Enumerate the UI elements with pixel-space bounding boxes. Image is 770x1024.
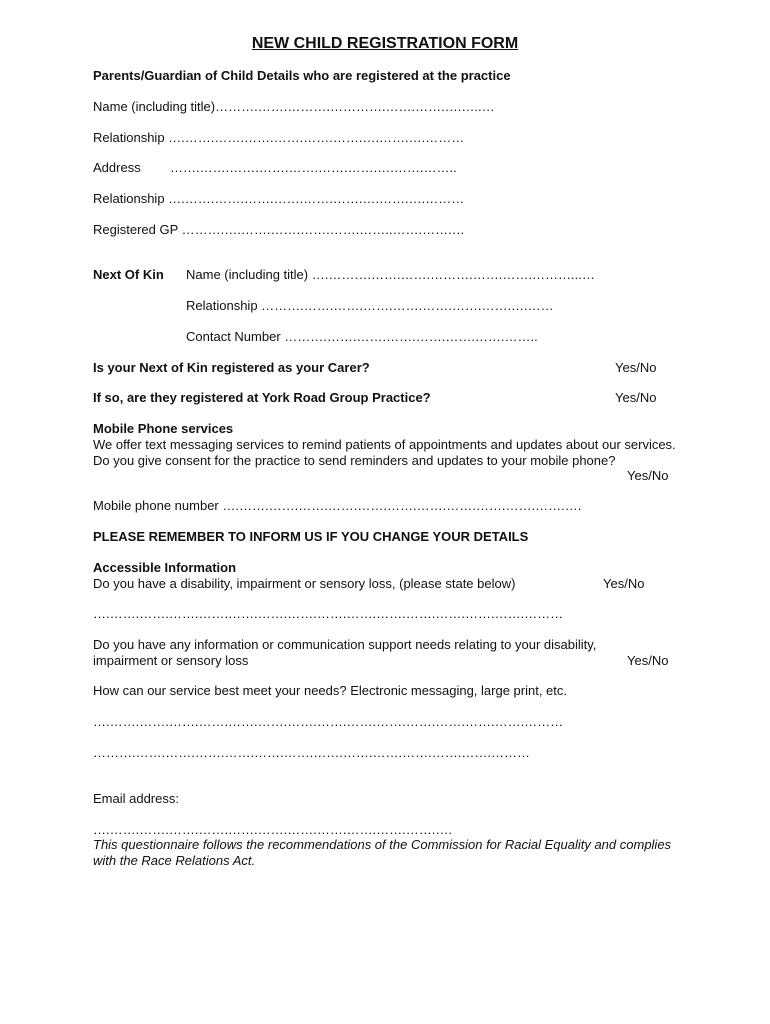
mobile-consent-answer[interactable]: Yes/No — [627, 468, 669, 483]
carer-answer[interactable]: Yes/No — [615, 360, 657, 375]
support-question: Do you have any information or communication support needs relating to your disability, impairment or sensory loss — [93, 637, 597, 668]
accessible-heading: Accessible Information — [93, 560, 237, 575]
disability-detail-field[interactable]: ….…….…….…….…….…….…….…….…….…….…….…….…….…….…….……… — [93, 606, 564, 621]
disability-answer[interactable]: Yes/No — [603, 576, 645, 591]
parent-name-field[interactable]: Name (including title)……….…….……….………….…….…….….…..… — [93, 99, 495, 114]
parent-relationship-field[interactable]: Relationship ….…….…….…….…….…….…….….…….….……… — [93, 130, 465, 145]
york-answer[interactable]: Yes/No — [615, 390, 657, 405]
email-label: Email address: — [93, 791, 179, 806]
email-field[interactable]: ….…….…….…….…….…….…….…….…….…….…….…….…. — [93, 822, 452, 837]
footnote: This questionnaire follows the recommendations of the Commission for Racial Equality and complies with the Race Relations Act. — [93, 837, 672, 868]
form-title: NEW CHILD REGISTRATION FORM — [251, 35, 519, 52]
parent-relationship-field-2[interactable]: Relationship ….…….…….…….…….…….…….….…….….……… — [93, 191, 465, 206]
service-needs-field-2[interactable]: ……….…….…….…….…….…….…….…….…….…….…….…….…….……… — [93, 745, 530, 760]
service-needs-field-1[interactable]: ….…….…….…….…….…….…….…….…….…….…….…….…….…….…….……… — [93, 714, 564, 729]
carer-question: Is your Next of Kin registered as your Carer? — [93, 360, 370, 375]
parents-heading: Parents/Guardian of Child Details who are registered at the practice — [93, 68, 511, 83]
service-question: How can our service best meet your needs? Electronic messaging, large print, etc. — [93, 683, 568, 698]
mobile-number-field[interactable]: Mobile phone number ….…….…….…….…….…….…….…….…….…….…….…….…. — [93, 498, 582, 513]
registered-gp-field[interactable]: Registered GP ……….….…….…….…….…….……..…….…….… — [93, 222, 465, 237]
next-of-kin-label: Next Of Kin — [93, 267, 164, 282]
kin-contact-field[interactable]: Contact Number ……….…….…….…….…….…….…….…….. — [186, 329, 538, 344]
disability-question: Do you have a disability, impairment or sensory loss, (please state below) — [93, 576, 516, 591]
kin-relationship-field[interactable]: Relationship ……….…….…….…….…….…….…….…….….…… — [186, 298, 554, 313]
support-answer[interactable]: Yes/No — [627, 653, 669, 668]
mobile-consent-text: We offer text messaging services to remind patients of appointments and updates about our services. Do you give consent for the practice to send reminders and updates to your mobile phone? — [93, 437, 676, 468]
kin-name-field[interactable]: Name (including title) ….……….…….…….……….…….…….………...… — [186, 267, 595, 282]
address-field[interactable]: …….…….…….…….…….…….…….….…….…….. — [170, 160, 457, 175]
york-question: If so, are they registered at York Road Group Practice? — [93, 390, 431, 405]
reminder-notice: PLEASE REMEMBER TO INFORM US IF YOU CHANGE YOUR DETAILS — [93, 529, 529, 544]
address-label: Address — [93, 160, 141, 175]
mobile-heading: Mobile Phone services — [93, 421, 234, 436]
